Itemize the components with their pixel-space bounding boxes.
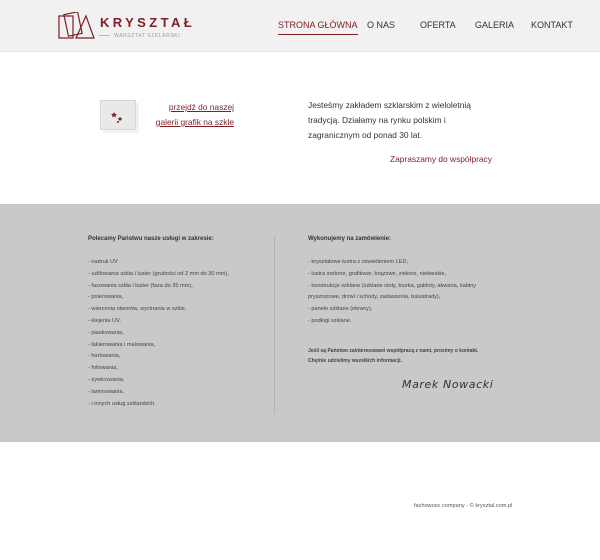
intro-text: Jesteśmy zakładem szklarskim z wieloletnią tradycją. Działamy na rynku polskim i zagranicznym od ponad 30 lat. [308, 100, 471, 140]
site-header [0, 0, 600, 52]
main-nav [0, 20, 600, 40]
list-item: - laminowania, [88, 388, 125, 395]
gallery-thumbnail[interactable] [100, 100, 136, 130]
nav-item-home[interactable]: STRONA GŁÓWNA [278, 20, 358, 30]
list-item: - polerowania, [88, 294, 124, 301]
list-item: - szlifowania szkła i luster (grubości od 2 mm do 30 mm), [88, 270, 229, 277]
signature: Marek Nowacki [402, 378, 494, 391]
services-title: Polecamy Państwu nasze usługi w zakresie: [88, 236, 214, 242]
image-icon [109, 109, 125, 125]
list-item: - hartowania, [88, 353, 121, 360]
cooperation-link[interactable]: Zapraszamy do współpracy [390, 154, 492, 164]
list-item: - lakierowania i malowania, [88, 341, 156, 348]
list-item: - kryształowe lustra z oświetleniem LED, [308, 259, 409, 265]
contact-note: Jeśli są Państwo zainteresowani współpracą z nami, prosimy o kontakt. Chętnie udzielimy wszelkich informacji. [308, 348, 479, 364]
services-list [88, 257, 268, 410]
list-item: - podłogi szklane. [308, 317, 352, 324]
list-item: - nadruk UV [88, 259, 118, 265]
nav-item-about[interactable]: O NAS [367, 20, 396, 30]
list-item: - wiercenia otworów, wycinania w szkle, [88, 306, 187, 313]
logo-subtitle: WARSZTAT SZKLARSKI [114, 33, 181, 39]
nav-item-offer[interactable]: OFERTA [420, 20, 456, 30]
orders-title: Wykonujemy na zamówienie: [308, 236, 391, 242]
list-item: - żywicowania, [88, 376, 125, 383]
nav-item-gallery[interactable]: GALERIA [475, 20, 515, 30]
list-item: - konstrukcje szklane (szklane stoły, biurka, gabloty, akwaria, kabiny prysznicowe, drzwi i schody, zadaszenia, balustrady), [308, 282, 476, 301]
list-item: - panele szklane (ekrany), [308, 306, 373, 313]
list-item: - fazowania szkła i luster (faza do 35 mm), [88, 282, 193, 289]
list-item: - klejenia UV, [88, 317, 121, 324]
list-item: - piaskowania, [88, 329, 124, 336]
column-divider [274, 236, 275, 414]
list-item: - foliowania, [88, 365, 118, 372]
nav-item-contact[interactable]: KONTAKT [531, 20, 573, 30]
list-item: - lustra srebrne, grafitowe, brązowe, zielone, niebieskie, [308, 270, 447, 277]
footer-copyright: fachowosc company - © krysztal.com.pl [414, 503, 513, 509]
list-item: - i innych usług szklarskich. [88, 400, 156, 407]
orders-list [308, 257, 494, 328]
logo-name: KRYSZTAŁ [100, 15, 196, 30]
gallery-link[interactable]: przejdź do naszej galerii grafik na szkle [155, 102, 234, 127]
